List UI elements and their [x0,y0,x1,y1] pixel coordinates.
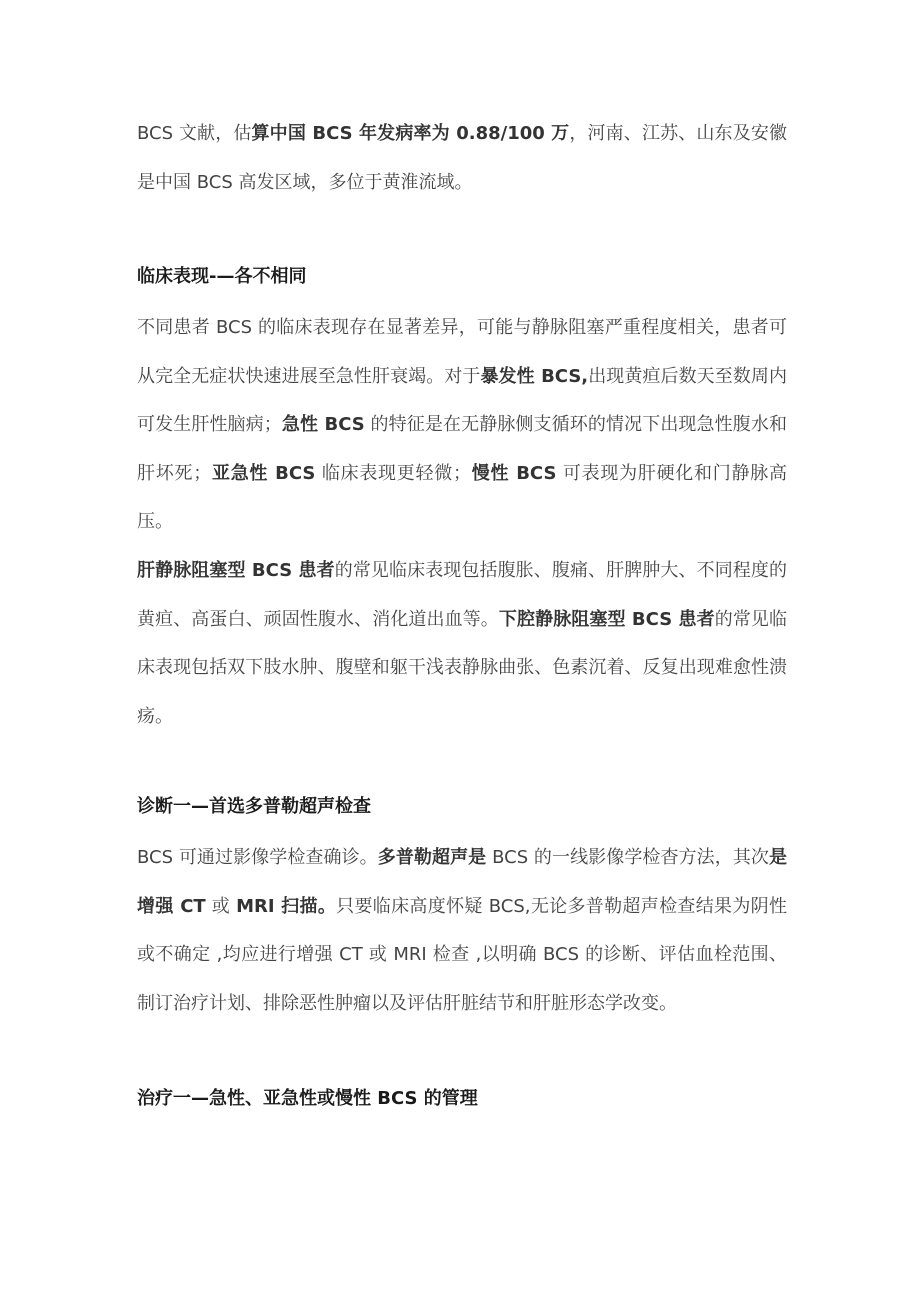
text-run: 出现黄疸后数天至数周内可发生肝性脑病； [137,365,787,435]
text-run: 的特征是在无静脉侧支循环的情况下出现急性腹水和肝坏死； [137,414,787,484]
paragraph-clinical-variation [137,304,787,547]
bold-text-run: 下腔静脉阻塞型 BCS 患者 [498,608,715,630]
bold-text-run: 肝静脉阻塞型 BCS 患者 [137,560,335,581]
text-run: BCS 可通过影像学检查确诊。 [137,847,378,868]
bold-text-run: 算中国 BCS 年发病率为 0.88/100 万 [251,123,570,144]
bold-text-run: 暴发性 BCS, [480,365,589,387]
bold-text-run: 多普勒超声是 [377,847,487,868]
paragraph-epidemiology [137,110,787,207]
text-run: 临床表现更轻微； [315,462,471,484]
text-run: BCS 的一线影像学检杳方法，其次 [486,847,770,868]
text-run: 的常见临床表现包括腹胀、腹痛、肝脾肿大、不同程度的黄疸、高蛋白、顽固性腹水、消化道出血等。 [137,560,787,630]
heading-diagnosis: 诊断一—首选多普勒超声检查 [137,796,371,817]
text-run: 的常见临床表现包括双下肢水肿、腹壁和躯干浅表静脉曲张、色素沉着、反复出现难愈性溃疡。 [137,608,788,727]
text-run: BCS 文献，估 [137,123,252,144]
bold-text-run: 亚急性 BCS [211,462,316,484]
bold-text-run: MRI 扫描。 [236,895,337,917]
text-run: 可表现为肝硬化和门静脉高压。 [137,462,787,532]
bold-text-run: 急性 BCS [281,414,365,435]
heading-clinical-manifestations: 临床表现-—各不相同 [137,266,307,287]
heading-treatment: 治疗一—急性、亚急性或慢性 BCS 的管理 [137,1088,478,1109]
bold-text-run: 慢性 BCS [471,462,557,484]
text-run: 或 [205,895,237,917]
text-run: 不同患者 BCS 的临床表现存在显著差异，可能与静脉阻塞严重程度相关，患者可从完全无症状快速进展至急性肝衰竭。对于 [137,317,787,387]
paragraph-imaging [137,834,787,1028]
bold-text-run: 是增强 CT [137,847,788,917]
paragraph-obstruction-types [137,547,787,741]
text-run: 只要临床高度怀疑 BCS,无论多普勒超声检查结果为阴性或不确定 ,均应进行增强 CT 或 MRI 检查 ,以明确 BCS 的诊断、评估血栓范围、制订治疗计划、排除恶性肿瘤以及评估肝脏结节和肝脏形态学改变。 [137,895,787,1014]
text-run: ，河南、江苏、山东及安徽是中国 BCS 高发区域，多位于黄淮流域。 [137,123,788,193]
